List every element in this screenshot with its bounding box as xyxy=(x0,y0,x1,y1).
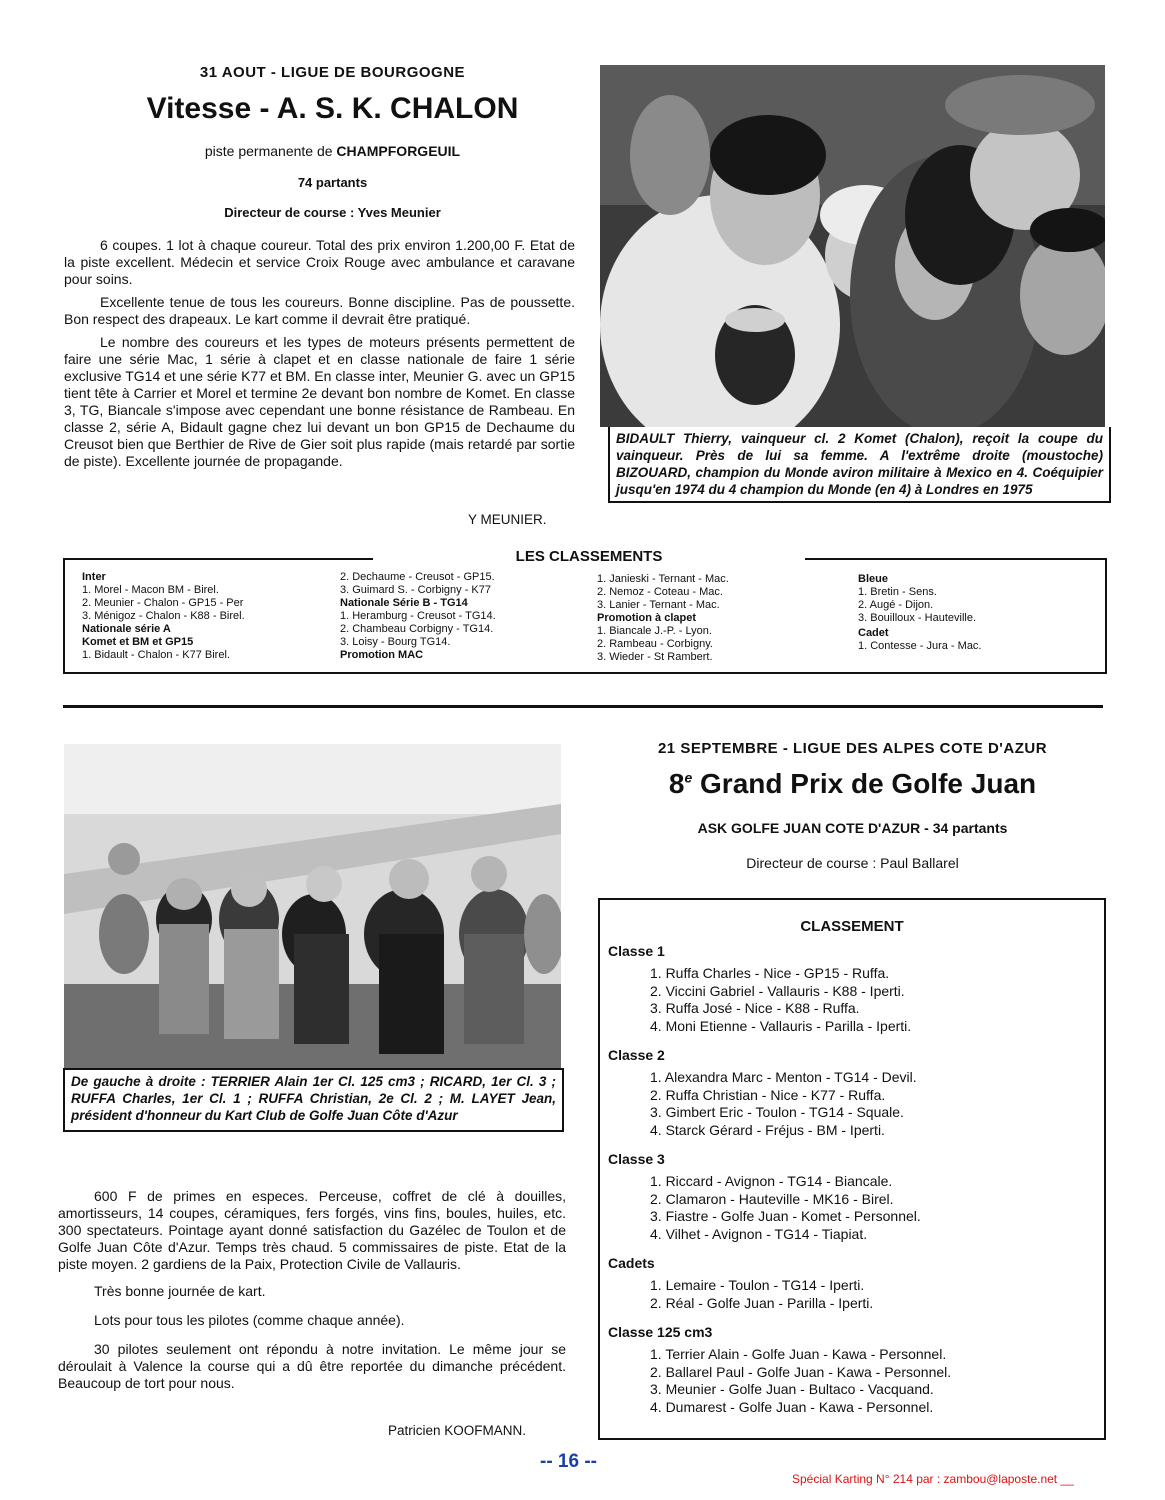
list-item: 2. Ruffa Christian - Nice - K77 - Ruffa. xyxy=(650,1086,886,1103)
result-line: 3. Loisy - Bourg TG14. xyxy=(340,636,451,648)
photo-illustration xyxy=(64,744,561,1068)
results-column-3 xyxy=(597,573,729,664)
list-item: 2. Ballarel Paul - Golfe Juan - Kawa - Personnel. xyxy=(650,1363,952,1380)
list-item: 1. Alexandra Marc - Menton - TG14 - Devil. xyxy=(650,1069,917,1085)
result-heading: Nationale Série B - TG14 xyxy=(340,597,468,609)
list-item: 4. Vilhet - Avignon - TG14 - Tiapiat. xyxy=(650,1225,868,1242)
race-director: Directeur de course : Paul Ballarel xyxy=(746,855,959,871)
venue-prefix: piste permanente de xyxy=(204,143,333,159)
venue-name: CHAMPFORGEUIL xyxy=(336,143,461,159)
result-line: 1. Heramburg - Creusot - TG14. xyxy=(340,610,496,622)
race-winner-photo xyxy=(600,65,1105,427)
result-heading: Bleue xyxy=(858,573,888,585)
photo-illustration xyxy=(600,65,1105,427)
article-body xyxy=(58,1188,566,1398)
section-divider xyxy=(63,705,1103,708)
result-line: 1. Janieski - Ternant - Mac. xyxy=(597,573,729,585)
result-heading: Nationale série A xyxy=(82,623,171,635)
result-line: 3. Wieder - St Rambert. xyxy=(597,651,713,663)
result-line: 3. Guimard S. - Corbigny - K77 xyxy=(340,584,492,596)
list-item: 2. Réal - Golfe Juan - Parilla - Iperti. xyxy=(650,1294,874,1311)
list-item: 1. Ruffa Charles - Nice - GP15 - Ruffa. xyxy=(650,965,890,981)
list-item: 2. Viccini Gabriel - Vallauris - K88 - Iperti. xyxy=(650,982,905,999)
list-item: 3. Gimbert Eric - Toulon - TG14 - Squale. xyxy=(650,1104,904,1120)
paragraph: Très bonne journée de kart. xyxy=(94,1283,266,1299)
result-heading: Cadet xyxy=(858,627,889,639)
article-title: Vitesse - A. S. K. CHALON xyxy=(146,92,519,125)
class-group xyxy=(608,1047,1104,1139)
result-line: 3. Bouilloux - Hauteville. xyxy=(858,612,977,624)
class-heading: Cadets xyxy=(608,1255,655,1271)
signature: Y MEUNIER. xyxy=(468,512,547,527)
class-group xyxy=(608,1324,1104,1416)
result-heading: Promotion à clapet xyxy=(597,612,697,624)
paragraph: 6 coupes. 1 lot à chaque coureur. Total des prix environ 1.200,00 F. Etat de la piste excellent. Médecin et service Croix Rouge avec ambulance et caravane pour soins. xyxy=(64,237,575,287)
list-item: 1. Riccard - Avignon - TG14 - Biancale. xyxy=(650,1173,893,1189)
list-item: 3. Fiastre - Golfe Juan - Komet - Personnel. xyxy=(650,1208,921,1224)
result-line: 1. Bidault - Chalon - K77 Birel. xyxy=(82,649,230,661)
results-column-1 xyxy=(82,571,245,662)
result-heading: Promotion MAC xyxy=(340,649,424,661)
result-line: 3. Ménigoz - Chalon - K88 - Birel. xyxy=(82,610,245,622)
article-title xyxy=(600,768,1105,800)
result-line: 2. Dechaume - Creusot - GP15. xyxy=(340,571,495,583)
class-heading: Classe 3 xyxy=(608,1151,665,1167)
paragraph: Excellente tenue de tous les coureurs. Bonne discipline. Pas de poussette. Bon respect des drapeaux. Le kart comme il devrait être pratiqué. xyxy=(64,294,575,327)
result-heading: Komet et BM et GP15 xyxy=(82,636,194,648)
list-item: 4. Moni Etienne - Vallauris - Parilla - Iperti. xyxy=(650,1017,912,1034)
edition-number: 8 xyxy=(668,768,685,799)
article-body xyxy=(64,237,575,476)
venue-line xyxy=(60,143,605,159)
result-line: 2. Meunier - Chalon - GP15 - Per xyxy=(82,597,244,609)
list-item: 4. Starck Gérard - Fréjus - BM - Iperti. xyxy=(650,1121,885,1138)
classement-title: CLASSEMENT xyxy=(800,918,904,935)
result-line: 2. Chambeau Corbigny - TG14. xyxy=(340,623,494,635)
photo-caption: BIDAULT Thierry, vainqueur cl. 2 Komet (Chalon), reçoit la coupe du vainqueur. Près de lui sa femme. A l'extrême droite (moustoche) BIZOUARD, champion du Monde aviron militaire à Mexico en 4. Coéquipier jusqu'en 1974 du 4 champion du Monde (en 4) à Londres en 1975 xyxy=(608,427,1111,503)
result-line: 2. Augé - Dijon. xyxy=(858,599,934,611)
list-item: 4. Dumarest - Golfe Juan - Kawa - Personnel. xyxy=(650,1398,934,1415)
paragraph: Le nombre des coureurs et les types de moteurs présents permettent de faire une série Mac, 1 série à clapet et en classe nationale de faire 1 série exclusive TG14 et une série K77 et BM. En classe inter, Meunier G. avec un GP15 tient tête à Carrier et Morel et termine 2e devant bon nombre de Komet. En classe 3, TG, Biancale s'impose avec cependant une bonne résistance de Rambeau. En classe 2, série A, Bidault gagne chez lui devant un bon GP15 de Dechaume du Creusot bien que Berthier de Rive de Gier soit plus rapide (mais retardé par sortie de piste). Excellente journée de propagande. xyxy=(64,334,575,469)
photo-caption: De gauche à droite : TERRIER Alain 1er Cl. 125 cm3 ; RICARD, 1er Cl. 3 ; RUFFA Charles, 1er Cl. 1 ; RUFFA Christian, 2e Cl. 2 ; M. LAYET Jean, président d'honneur du Kart Club de Golfe Juan Côte d'Azur xyxy=(63,1068,564,1132)
edition-suffix: e xyxy=(684,769,693,786)
class-heading: Classe 2 xyxy=(608,1047,665,1063)
race-director: Directeur de course : Yves Meunier xyxy=(224,205,441,220)
result-heading: Inter xyxy=(82,571,106,583)
list-item: 3. Ruffa José - Nice - K88 - Ruffa. xyxy=(650,1000,860,1016)
class-heading: Classe 1 xyxy=(608,943,665,959)
podium-photo xyxy=(64,744,561,1068)
result-line: 2. Rambeau - Corbigny. xyxy=(597,638,713,650)
article-date: 31 AOUT - LIGUE DE BOURGOGNE xyxy=(199,64,466,81)
results-column-4 xyxy=(858,573,982,653)
article-date: 21 SEPTEMBRE - LIGUE DES ALPES COTE D'AZUR xyxy=(657,740,1048,757)
classement-groups xyxy=(600,935,1104,1416)
class-group xyxy=(608,1151,1104,1243)
class-heading: Classe 125 cm3 xyxy=(608,1324,713,1340)
paragraph: Lots pour tous les pilotes (comme chaque année). xyxy=(94,1312,405,1328)
list-item: 1. Lemaire - Toulon - TG14 - Iperti. xyxy=(650,1277,865,1293)
class-group xyxy=(608,943,1104,1035)
title-text: Grand Prix de Golfe Juan xyxy=(700,768,1037,799)
entrants-count: 74 partants xyxy=(297,175,368,190)
paragraph: 30 pilotes seulement ont répondu à notre invitation. Le même jour se déroulait à Valence la course qui a dû être reportée du dimanche précédent. Beaucoup de tort pour nous. xyxy=(58,1341,566,1391)
footer-credit: Spécial Karting N° 214 par : zambou@laposte.net __ xyxy=(792,1472,1074,1486)
result-line: 2. Nemoz - Coteau - Mac. xyxy=(597,586,723,598)
paragraph: 600 F de primes en especes. Perceuse, coffret de clé à douilles, amortisseurs, 14 coupes, céramiques, fers forgés, vins fins, boules, huiles, etc. 300 spectateurs. Pointage ayant donné satisfaction du Gazélec de Toulon et de Golfe Juan Côte d'Azur. Temps très chaud. 5 commissaires de piste. Etat de la piste moyen. 2 gardiens de la Paix, Protection Civile de Vallauris. xyxy=(58,1188,566,1272)
club-line: ASK GOLFE JUAN COTE D'AZUR - 34 partants xyxy=(697,820,1008,836)
results-column-2 xyxy=(340,571,496,662)
signature: Patricien KOOFMANN. xyxy=(388,1423,527,1438)
page-number: -- 16 -- xyxy=(540,1451,597,1472)
class-group xyxy=(608,1255,1104,1312)
result-line: 1. Biancale J.-P. - Lyon. xyxy=(597,625,712,637)
result-line: 3. Lanier - Ternant - Mac. xyxy=(597,599,720,611)
list-item: 1. Terrier Alain - Golfe Juan - Kawa - Personnel. xyxy=(650,1346,947,1362)
result-line: 1. Contesse - Jura - Mac. xyxy=(858,640,982,652)
result-line: 1. Bretin - Sens. xyxy=(858,586,937,598)
list-item: 2. Clamaron - Hauteville - MK16 - Birel. xyxy=(650,1190,894,1207)
result-line: 1. Morel - Macon BM - Birel. xyxy=(82,584,219,596)
results-title: LES CLASSEMENTS xyxy=(373,548,805,565)
classement-box xyxy=(598,898,1106,1440)
list-item: 3. Meunier - Golfe Juan - Bultaco - Vacquand. xyxy=(650,1381,934,1397)
